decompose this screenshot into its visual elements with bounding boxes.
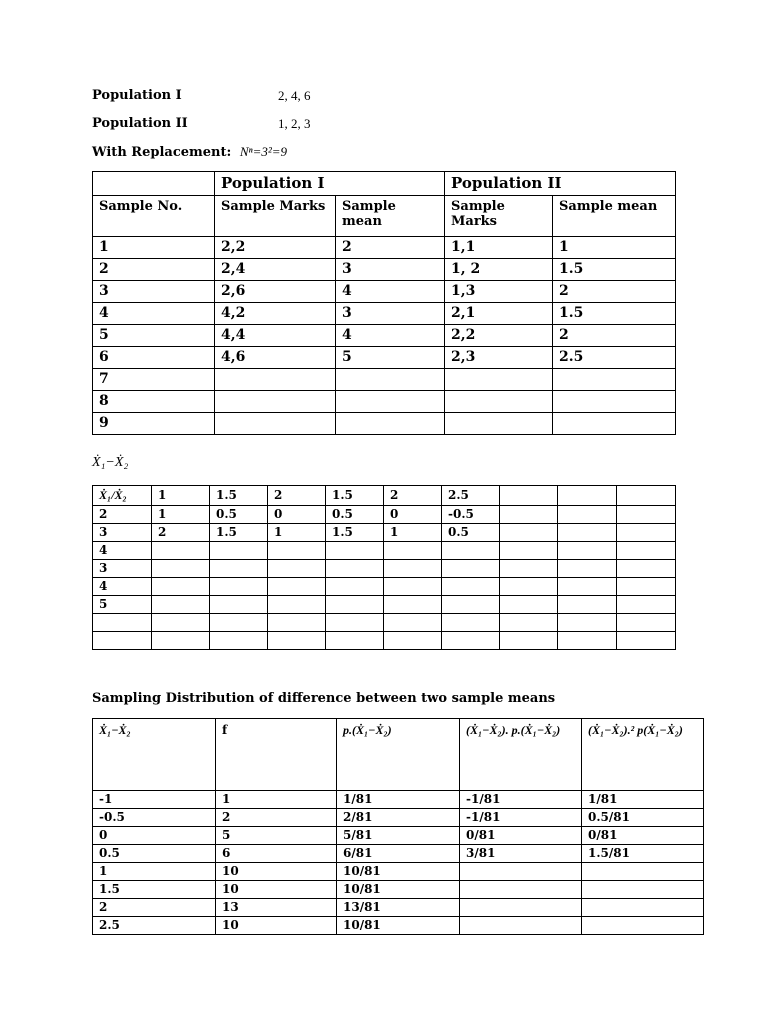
header-cell: f xyxy=(216,719,337,791)
table-cell: 3 xyxy=(93,281,215,303)
table-cell xyxy=(582,899,704,917)
matrix-cell xyxy=(558,632,617,650)
matrix-cell: 2 xyxy=(152,524,210,542)
table-cell: 4,6 xyxy=(215,347,336,369)
difference-matrix-table xyxy=(92,485,676,650)
table-cell: 2 xyxy=(336,237,445,259)
table-cell: 1 xyxy=(93,863,216,881)
table-row xyxy=(93,391,676,413)
table-cell xyxy=(215,413,336,435)
matrix-cell xyxy=(500,560,558,578)
table-cell: 1, 2 xyxy=(445,259,553,281)
table-cell: 13/81 xyxy=(337,899,460,917)
matrix-cell: 3 xyxy=(93,560,152,578)
column-header-cell: Sample Marks xyxy=(445,196,553,237)
group-header-cell: Population II xyxy=(445,172,676,196)
table-cell: 10/81 xyxy=(337,881,460,899)
table-cell: -0.5 xyxy=(93,809,216,827)
table-cell: 6 xyxy=(93,347,215,369)
samples-table xyxy=(92,171,676,435)
table-row xyxy=(93,845,704,863)
table-cell: 3 xyxy=(336,259,445,281)
matrix-cell xyxy=(500,542,558,560)
table-cell xyxy=(445,391,553,413)
matrix-cell xyxy=(384,632,442,650)
table-cell: 1/81 xyxy=(582,791,704,809)
matrix-row xyxy=(93,578,676,596)
matrix-row xyxy=(93,506,676,524)
sampling-title: Sampling Distribution of difference between two sample means xyxy=(92,691,556,706)
matrix-cell xyxy=(558,596,617,614)
table-cell xyxy=(460,917,582,935)
table-cell: 5 xyxy=(93,325,215,347)
matrix-cell xyxy=(152,542,210,560)
table-cell: 5 xyxy=(216,827,337,845)
table-cell: -1/81 xyxy=(460,809,582,827)
table-cell xyxy=(582,863,704,881)
table-cell: 2,2 xyxy=(445,325,553,347)
population-2-label: Population II xyxy=(92,116,188,131)
table-cell: 2 xyxy=(553,325,676,347)
matrix-cell: -0.5 xyxy=(442,506,500,524)
matrix-cell: 1.5 xyxy=(326,486,384,506)
column-header-cell: Sample mean xyxy=(553,196,676,237)
matrix-cell xyxy=(326,542,384,560)
table-cell: 1.5/81 xyxy=(582,845,704,863)
table-cell: 4 xyxy=(336,325,445,347)
matrix-cell: 1 xyxy=(384,524,442,542)
matrix-cell xyxy=(268,596,326,614)
matrix-cell xyxy=(210,578,268,596)
matrix-cell xyxy=(500,632,558,650)
replacement-line xyxy=(92,144,287,160)
matrix-cell xyxy=(617,542,676,560)
matrix-cell: 1 xyxy=(152,486,210,506)
column-header-cell: Sample No. xyxy=(93,196,215,237)
matrix-cell: 2 xyxy=(93,506,152,524)
matrix-cell xyxy=(210,596,268,614)
population-2-values: 1, 2, 3 xyxy=(278,116,311,131)
table-cell: 2,3 xyxy=(445,347,553,369)
table-row xyxy=(93,259,676,281)
table-cell: 2 xyxy=(93,259,215,281)
table-cell: 1 xyxy=(93,237,215,259)
matrix-cell xyxy=(268,560,326,578)
matrix-row xyxy=(93,524,676,542)
table-cell: 2.5 xyxy=(93,917,216,935)
table-cell xyxy=(215,391,336,413)
matrix-cell xyxy=(152,560,210,578)
table-row xyxy=(93,325,676,347)
matrix-cell xyxy=(152,614,210,632)
matrix-cell xyxy=(500,614,558,632)
table-cell xyxy=(445,369,553,391)
table-row xyxy=(93,369,676,391)
matrix-cell xyxy=(442,578,500,596)
matrix-cell xyxy=(326,614,384,632)
table-cell: 4 xyxy=(336,281,445,303)
table-cell xyxy=(460,863,582,881)
table-cell xyxy=(553,369,676,391)
group-header-cell: Population I xyxy=(215,172,445,196)
matrix-cell xyxy=(617,506,676,524)
matrix-cell xyxy=(210,632,268,650)
table-cell: 3/81 xyxy=(460,845,582,863)
matrix-row xyxy=(93,596,676,614)
matrix-cell: 2 xyxy=(384,486,442,506)
matrix-row xyxy=(93,614,676,632)
matrix-cell xyxy=(500,486,558,506)
matrix-cell xyxy=(500,524,558,542)
matrix-cell xyxy=(617,596,676,614)
table-cell: 1,3 xyxy=(445,281,553,303)
table-cell: 0.5 xyxy=(93,845,216,863)
matrix-cell: 1.5 xyxy=(326,524,384,542)
matrix-cell xyxy=(268,632,326,650)
table-cell: 2.5 xyxy=(553,347,676,369)
matrix-cell xyxy=(326,578,384,596)
matrix-cell: 3 xyxy=(93,524,152,542)
matrix-cell xyxy=(558,560,617,578)
matrix-cell xyxy=(617,524,676,542)
table-cell xyxy=(553,413,676,435)
table-cell: 4,2 xyxy=(215,303,336,325)
matrix-cell xyxy=(268,578,326,596)
difference-heading: Ẋ₁−Ẋ₂ xyxy=(92,455,129,470)
table-cell: 1.5 xyxy=(553,259,676,281)
table-cell: 4,4 xyxy=(215,325,336,347)
matrix-cell xyxy=(617,578,676,596)
group-header-row xyxy=(93,172,676,196)
table-cell xyxy=(445,413,553,435)
matrix-row xyxy=(93,542,676,560)
matrix-cell xyxy=(442,614,500,632)
matrix-cell xyxy=(152,632,210,650)
matrix-cell: 4 xyxy=(93,542,152,560)
table-cell: 1.5 xyxy=(93,881,216,899)
table-row xyxy=(93,899,704,917)
matrix-row xyxy=(93,560,676,578)
table-cell: 6/81 xyxy=(337,845,460,863)
matrix-cell: Ẋ₁/Ẋ₂ xyxy=(93,486,152,506)
matrix-cell: 0.5 xyxy=(326,506,384,524)
table-cell: -1/81 xyxy=(460,791,582,809)
table-cell xyxy=(336,369,445,391)
matrix-cell xyxy=(558,506,617,524)
table-row xyxy=(93,303,676,325)
matrix-cell xyxy=(326,596,384,614)
table-cell: 1 xyxy=(553,237,676,259)
matrix-cell xyxy=(210,542,268,560)
header-cell: (Ẋ₁−Ẋ₂).² p(Ẋ₁−Ẋ₂) xyxy=(582,719,704,791)
table-cell: 2/81 xyxy=(337,809,460,827)
table-cell: 2 xyxy=(93,899,216,917)
replacement-label: With Replacement: xyxy=(92,145,232,160)
table-cell xyxy=(336,391,445,413)
table-row xyxy=(93,237,676,259)
table-cell: 3 xyxy=(336,303,445,325)
column-header-cell: Sample mean xyxy=(336,196,445,237)
matrix-cell xyxy=(558,542,617,560)
table-cell xyxy=(553,391,676,413)
table-cell xyxy=(582,881,704,899)
matrix-cell xyxy=(326,632,384,650)
table-cell: -1 xyxy=(93,791,216,809)
matrix-cell: 1.5 xyxy=(210,524,268,542)
matrix-cell xyxy=(268,614,326,632)
matrix-cell xyxy=(617,614,676,632)
replacement-formula: Nⁿ=3²=9 xyxy=(239,144,288,159)
table-cell: 1 xyxy=(216,791,337,809)
matrix-cell: 1.5 xyxy=(210,486,268,506)
population-1-line xyxy=(92,88,311,103)
table-cell: 2,6 xyxy=(215,281,336,303)
table-cell xyxy=(582,917,704,935)
matrix-cell xyxy=(500,596,558,614)
matrix-cell xyxy=(442,596,500,614)
table-cell: 2,4 xyxy=(215,259,336,281)
population-1-values: 2, 4, 6 xyxy=(278,88,311,103)
table-row xyxy=(93,791,704,809)
sampling-distribution-table xyxy=(92,718,704,935)
table-row xyxy=(93,863,704,881)
table-cell: 6 xyxy=(216,845,337,863)
matrix-cell: 0 xyxy=(384,506,442,524)
matrix-cell xyxy=(268,542,326,560)
matrix-row xyxy=(93,632,676,650)
matrix-cell xyxy=(384,542,442,560)
matrix-cell xyxy=(558,614,617,632)
table-cell: 2,2 xyxy=(215,237,336,259)
table-cell: 10 xyxy=(216,881,337,899)
matrix-cell xyxy=(500,506,558,524)
matrix-cell: 0.5 xyxy=(442,524,500,542)
matrix-cell xyxy=(558,524,617,542)
header-cell: (Ẋ₁−Ẋ₂). p.(Ẋ₁−Ẋ₂) xyxy=(460,719,582,791)
matrix-cell: 0.5 xyxy=(210,506,268,524)
table-row xyxy=(93,827,704,845)
table-row xyxy=(93,809,704,827)
table-cell: 2 xyxy=(216,809,337,827)
matrix-cell xyxy=(210,614,268,632)
matrix-cell xyxy=(558,578,617,596)
matrix-cell xyxy=(326,560,384,578)
matrix-cell: 0 xyxy=(268,506,326,524)
matrix-cell xyxy=(384,614,442,632)
header-cell: Ẋ₁−Ẋ₂ xyxy=(93,719,216,791)
matrix-cell xyxy=(558,486,617,506)
table-cell: 1,1 xyxy=(445,237,553,259)
table-cell: 5 xyxy=(336,347,445,369)
matrix-cell xyxy=(384,560,442,578)
table-cell: 4 xyxy=(93,303,215,325)
table-cell: 2 xyxy=(553,281,676,303)
column-header-row xyxy=(93,196,676,237)
matrix-cell: 1 xyxy=(152,506,210,524)
table-cell: 7 xyxy=(93,369,215,391)
table-cell: 0 xyxy=(93,827,216,845)
table-cell xyxy=(460,899,582,917)
matrix-cell xyxy=(152,596,210,614)
table-cell: 5/81 xyxy=(337,827,460,845)
matrix-cell: 5 xyxy=(93,596,152,614)
table-cell: 10 xyxy=(216,863,337,881)
table-cell: 1/81 xyxy=(337,791,460,809)
table-row xyxy=(93,413,676,435)
matrix-cell xyxy=(617,632,676,650)
table-cell: 8 xyxy=(93,391,215,413)
matrix-cell xyxy=(617,560,676,578)
matrix-cell: 2 xyxy=(268,486,326,506)
column-header-cell: Sample Marks xyxy=(215,196,336,237)
table-cell: 10/81 xyxy=(337,917,460,935)
table-row xyxy=(93,347,676,369)
table-cell xyxy=(215,369,336,391)
matrix-cell xyxy=(442,560,500,578)
population-2-line xyxy=(92,116,311,131)
table-cell: 1.5 xyxy=(553,303,676,325)
table-row xyxy=(93,281,676,303)
matrix-cell xyxy=(617,486,676,506)
table-cell: 0/81 xyxy=(460,827,582,845)
group-header-cell xyxy=(93,172,215,196)
matrix-cell xyxy=(384,578,442,596)
matrix-cell xyxy=(500,578,558,596)
table-cell xyxy=(460,881,582,899)
matrix-row xyxy=(93,486,676,506)
table-cell: 10 xyxy=(216,917,337,935)
matrix-cell xyxy=(210,560,268,578)
matrix-cell xyxy=(152,578,210,596)
table-cell xyxy=(336,413,445,435)
matrix-cell: 2.5 xyxy=(442,486,500,506)
table-row xyxy=(93,881,704,899)
matrix-cell xyxy=(442,542,500,560)
matrix-cell xyxy=(384,596,442,614)
matrix-cell: 1 xyxy=(268,524,326,542)
table-cell: 9 xyxy=(93,413,215,435)
matrix-cell: 4 xyxy=(93,578,152,596)
matrix-cell xyxy=(93,632,152,650)
header-row xyxy=(93,719,704,791)
population-1-label: Population I xyxy=(92,88,182,103)
table-cell: 0.5/81 xyxy=(582,809,704,827)
table-row xyxy=(93,917,704,935)
table-cell: 13 xyxy=(216,899,337,917)
header-cell: p.(Ẋ₁−Ẋ₂) xyxy=(337,719,460,791)
table-cell: 2,1 xyxy=(445,303,553,325)
table-cell: 0/81 xyxy=(582,827,704,845)
matrix-cell xyxy=(442,632,500,650)
table-cell: 10/81 xyxy=(337,863,460,881)
matrix-cell xyxy=(93,614,152,632)
